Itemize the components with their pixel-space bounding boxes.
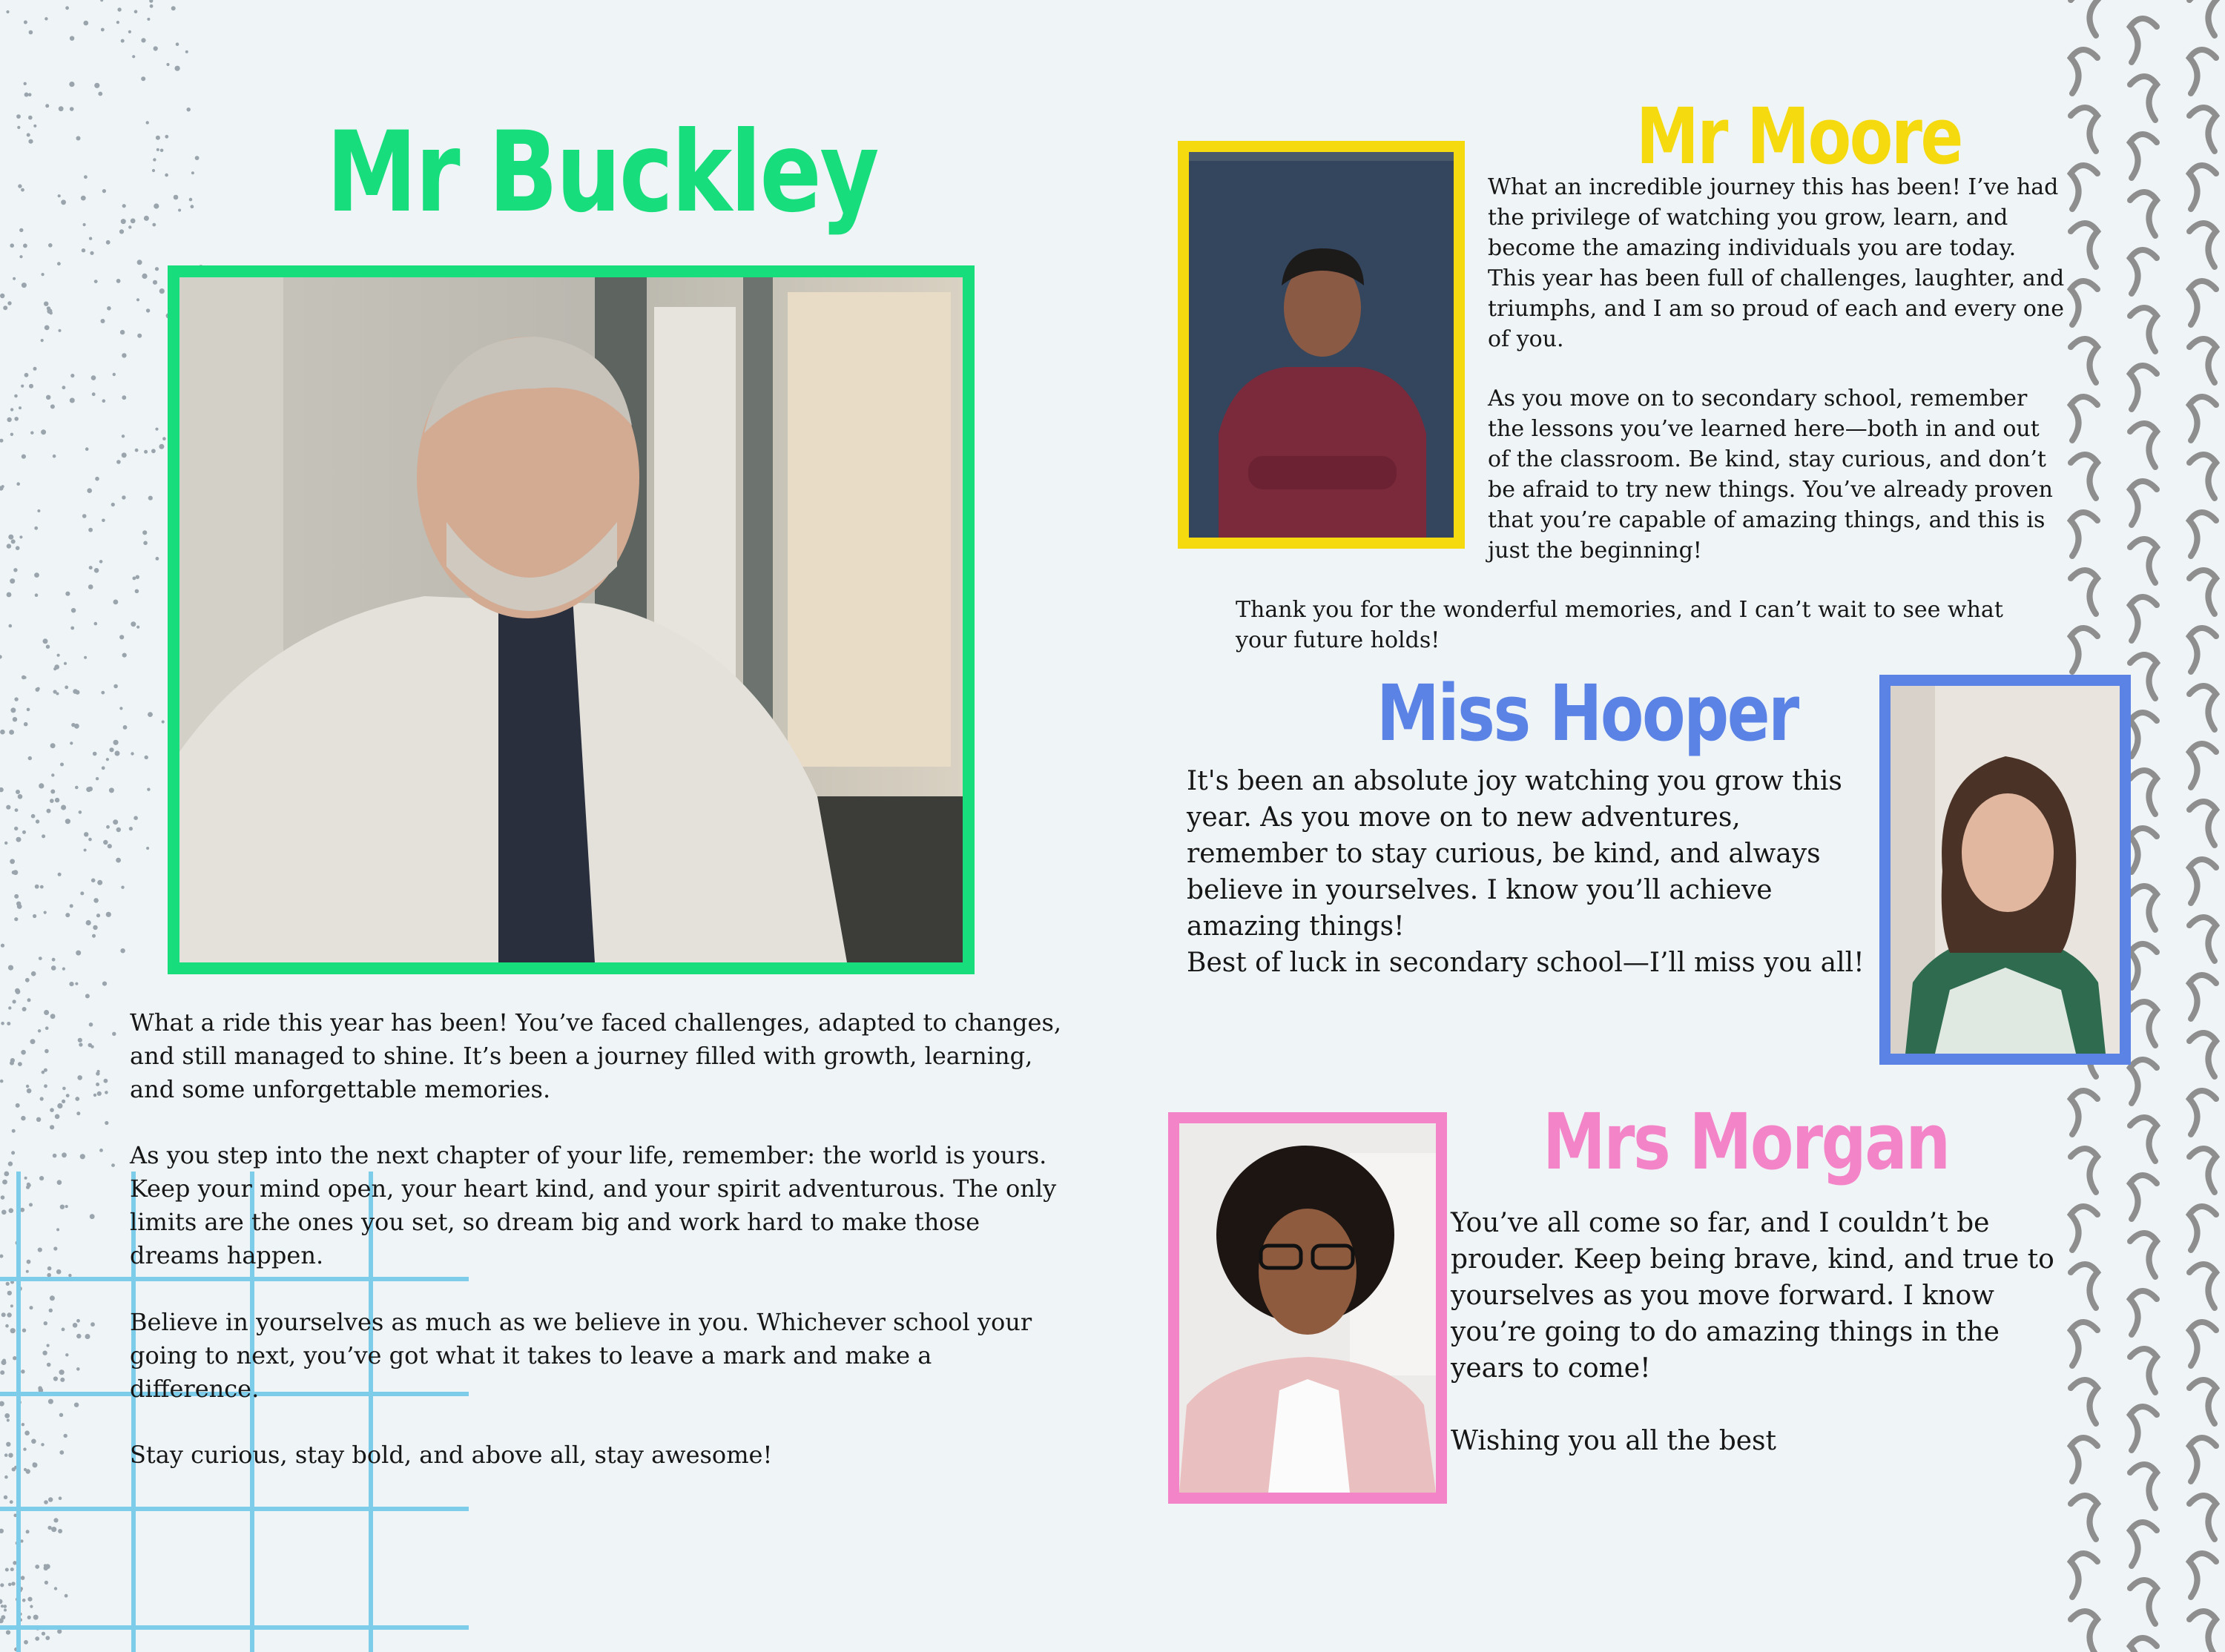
photo-frame-moore xyxy=(1178,141,1465,549)
teacher-name-morgan: Mrs Morgan xyxy=(1543,1097,1949,1187)
message-buckley-2: As you step into the next chapter of your life, remember: the world is yours. Keep your mind open, your heart kind, and your spirit adventurous. The only limits are the ones you set, so dream big and work hard to make those dreams happen. xyxy=(130,1141,1057,1269)
photo-frame-morgan xyxy=(1168,1112,1447,1504)
message-buckley-1: What a ride this year has been! You’ve faced challenges, adapted to changes, and still managed to shine. It’s been a journey filled with growth, learning, and some unforgettable memories. xyxy=(130,1008,1062,1103)
message-moore-3: Thank you for the wonderful memories, and I can’t wait to see what your future holds! xyxy=(1236,597,2003,653)
message-buckley-3: Believe in yourselves as much as we believe in you. Whichever school your going to next, you’ve got what it takes to leave a mark and make a difference. xyxy=(130,1308,1032,1403)
teacher-name-moore: Mr Moore xyxy=(1636,91,1962,182)
teacher-name-buckley: Mr Buckley xyxy=(326,108,878,237)
photo-hooper xyxy=(1891,686,2120,1054)
photo-frame-hooper xyxy=(1879,675,2131,1065)
photo-morgan xyxy=(1179,1123,1436,1493)
message-moore-2: As you move on to secondary school, remember the lessons you’ve learned here—both in and out of the classroom. Be kind, stay curious, and don’t be afraid to try new things. You’ve already proven that you’re capable of amazing things, and this is just the beginning! xyxy=(1488,386,2053,564)
message-hooper-2: Best of luck in secondary school—I’ll miss you all! xyxy=(1187,948,1865,978)
photo-frame-buckley xyxy=(168,265,975,974)
message-buckley-4: Stay curious, stay bold, and above all, stay awesome! xyxy=(130,1441,773,1469)
message-morgan-1: You’ve all come so far, and I couldn’t be prouder. Keep being brave, kind, and true to yourselves as you move forward. I know you’re going to do amazing things in the years to come! xyxy=(1451,1208,2054,1384)
message-moore-1: What an incredible journey this has been! I’ve had the privilege of watching you grow, learn, and become the amazing individuals you are today. This year has been full of challenges, laughter, and triumphs, and I am so proud of each and every one of you. xyxy=(1488,174,2065,352)
message-morgan-2: Wishing you all the best xyxy=(1451,1426,1776,1456)
photo-buckley xyxy=(179,277,963,962)
teacher-name-hooper: Miss Hooper xyxy=(1377,668,1798,759)
message-hooper-1: It's been an absolute joy watching you grow this year. As you move on to new adventures, remember to stay curious, be kind, and always believe in yourselves. I know you’ll achieve amazing things! xyxy=(1187,766,1842,942)
photo-moore xyxy=(1189,152,1454,538)
